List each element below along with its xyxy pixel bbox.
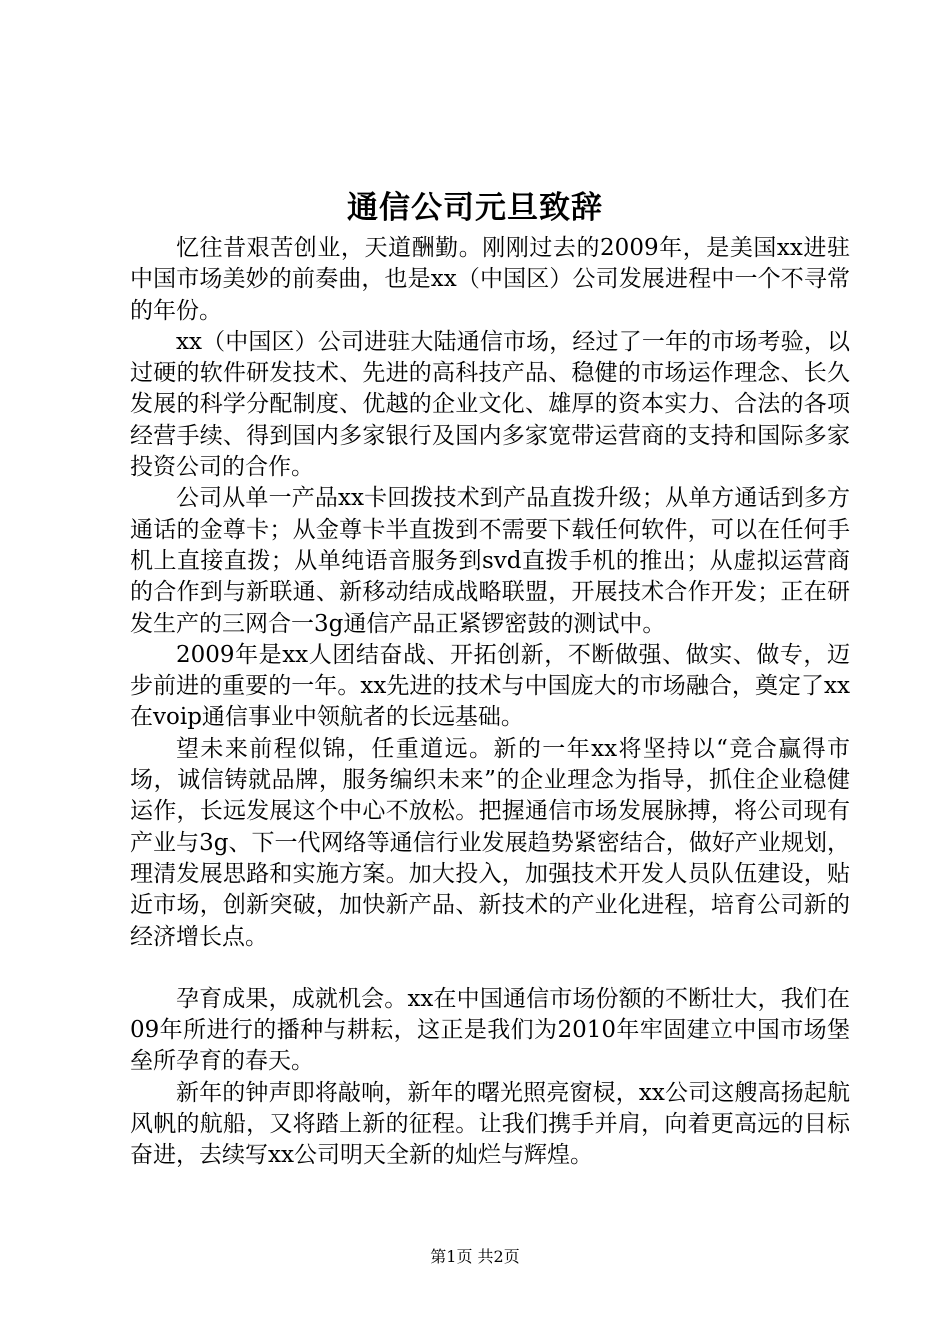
paragraph: xx（中国区）公司进驻大陆通信市场，经过了一年的市场考验，以过硬的软件研发技术、先进的高科技产品、稳健的市场运作理念、长久发展的科学分配制度、优越的企业文化、雄厚的资本实力、合法的各项经营手续、得到国内多家银行及国内多家宽带运营商的支持和国际多家投资公司的合作。 — [130, 328, 850, 481]
page-number-footer: 第1页 共2页 — [430, 1247, 520, 1266]
paragraph: 忆往昔艰苦创业，天道酬勤。刚刚过去的2009年，是美国xx进驻中国市场美妙的前奏曲，也是xx（中国区）公司发展进程中一个不寻常的年份。 — [130, 235, 850, 324]
document-title: 通信公司元旦致辞 — [347, 190, 603, 226]
paragraph: 公司从单一产品xx卡回拨技术到产品直拨升级；从单方通话到多方通话的金尊卡；从金尊卡半直拨到不需要下载任何软件，可以在任何手机上直接直拨；从单纯语音服务到svd直拨手机的推出；从虚拟运营商的合作到与新联通、新移动结成战略联盟，开展技术合作开发；正在研发生产的三网合一3g通信产品正紧锣密鼓的测试中。 — [130, 485, 850, 637]
document-body — [130, 233, 850, 1172]
paragraph: 望未来前程似锦，任重道远。新的一年xx将坚持以“竞合赢得市场，诚信铸就品牌，服务编织未来”的企业理念为指导，抓住企业稳健运作，长远发展这个中心不放松。把握通信市场发展脉搏，将公司现有产业与3g、下一代网络等通信行业发展趋势紧密结合，做好产业规划，理清发展思路和实施方案。加大投入，加强技术开发人员队伍建设，贴近市场，创新突破，加快新产品、新技术的产业化进程，培育公司新的经济增长点。 — [130, 735, 850, 950]
paragraph: 新年的钟声即将敲响，新年的曙光照亮窗棂，xx公司这艘高扬起航风帆的航船，又将踏上新的征程。让我们携手并肩，向着更高远的目标奋进，去续写xx公司明天全新的灿烂与辉煌。 — [130, 1079, 850, 1169]
paragraph: 孕育成果，成就机会。xx在中国通信市场份额的不断壮大，我们在09年所进行的播种与耕耘，这正是我们为2010年牢固建立中国市场堡垒所孕育的春天。 — [130, 985, 850, 1075]
paragraph: 2009年是xx人团结奋战、开拓创新，不断做强、做实、做专，迈步前进的重要的一年。xx先进的技术与中国庞大的市场融合，奠定了xx在voip通信事业中领航者的长远基础。 — [130, 641, 850, 731]
